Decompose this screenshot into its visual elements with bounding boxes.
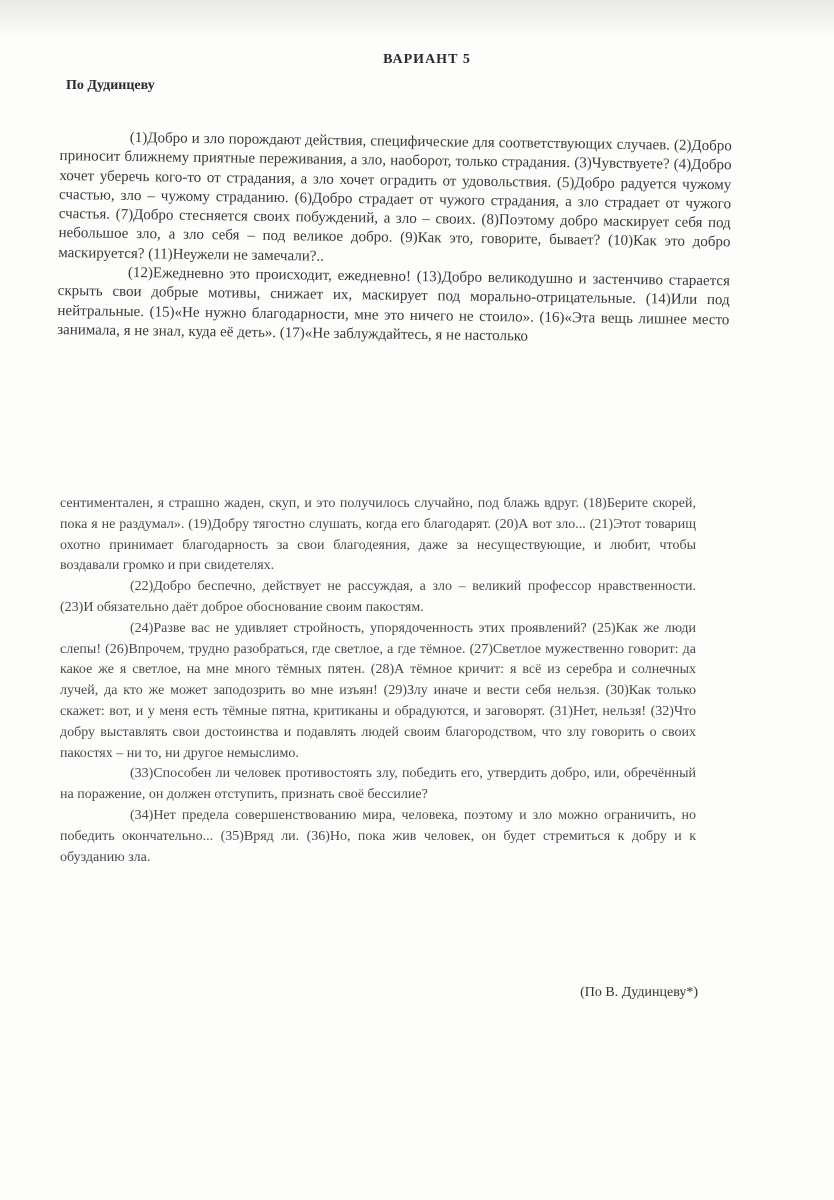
text-block-upper (57, 128, 732, 350)
scan-edge-shadow (0, 0, 834, 40)
paragraph-7: (34)Нет предела совершенствованию мира, человека, поэтому и зло можно ограничить, но победить окончательно... (35)Вряд ли. (36)Но, пока жив человек, он будет стремиться к добру и к обузданию зла. (60, 807, 696, 865)
paragraph-1: (1)Добро и зло порождают действия, специфические для соответствующих случаев. (2)Добро приносит ближнему приятные переживания, а зло, наоборот, только страдания. (3)Чувствуете? (4)Добро хочет уберечь кого-то от страдания, а зло хочет оградить от удовольствия. (5)Добро радуется чужому счастью, зло – чужому страданию. (6)Добро страдает от чужого страдания, а зло страдает от чужого счастья. (7)Добро стесняется своих побуждений, а зло – своих. (8)Поэтому добро маскирует себя под небольшое зло, а зло себя – под великое добро. (9)Как это, говорите, бывает? (10)Как это добро маскируется? (11)Неужели не замечали?.. (58, 129, 732, 265)
variant-title: ВАРИАНТ 5 (383, 52, 471, 67)
text-block-lower (60, 494, 696, 868)
paragraph-6: (33)Способен ли человек противостоять злу, победить его, утвердить добро, или, обречённый на поражение, он должен отступить, признать своё бессилие? (60, 766, 696, 803)
paragraph-5: (24)Разве вас не удивляет стройность, упорядоченность этих проявлений? (25)Как же люди слепы! (26)Впрочем, трудно разобраться, где светлое, а где тёмное. (27)Светлое мужественно говорит: да какое же я светлое, на мне много тёмных пятен. (28)А тёмное кричит: я всё из серебра и солнечных лучей, да кто же может заподозрить во мне изъян! (29)Злу иначе и вести себя нельзя. (30)Как только скажет: вот, и у меня есть тёмные пятна, критиканы и обрадуются, и заговорят. (31)Нет, нельзя! (32)Что добру выставлять свои достоинства и подавлять людей своим благородством, что злу говорить о своих пакостях – ни то, ни другое немыслимо. (60, 620, 696, 761)
paragraph-4: (22)Добро беспечно, действует не рассуждая, а зло – великий профессор нравственности. (23)И обязательно даёт доброе обоснование своим пакостям. (60, 579, 696, 615)
paragraph-2: (12)Ежедневно это происходит, ежедневно! (13)Добро великодушно и застенчиво старается скрыть свои добрые мотивы, снижает их, маскирует под морально-отрицательные. (14)Или под нейтральные. (15)«Не нужно благодарности, мне это ничего не стоило». (16)«Эта вещь лишнее место занимала, я не знал, куда её деть». (17)«Не заблуждайтесь, я не настолько (57, 265, 731, 345)
author-heading: По Дудинцеву (66, 78, 155, 93)
source-signature: (По В. Дудинцеву*) (580, 985, 698, 1000)
paragraph-3: сентиментален, я страшно жаден, скуп, и это получилось случайно, под блажь вдруг. (18)Берите скорей, пока я не раздумал». (19)Добру тягостно слушать, когда его благодарят. (20)А вот зло... (21)Этот товарищ охотно принимает благодарность за свои благодеяния, даже за несуществующие, и любит, чтобы воздавали громко и при свидетелях. (60, 496, 696, 574)
